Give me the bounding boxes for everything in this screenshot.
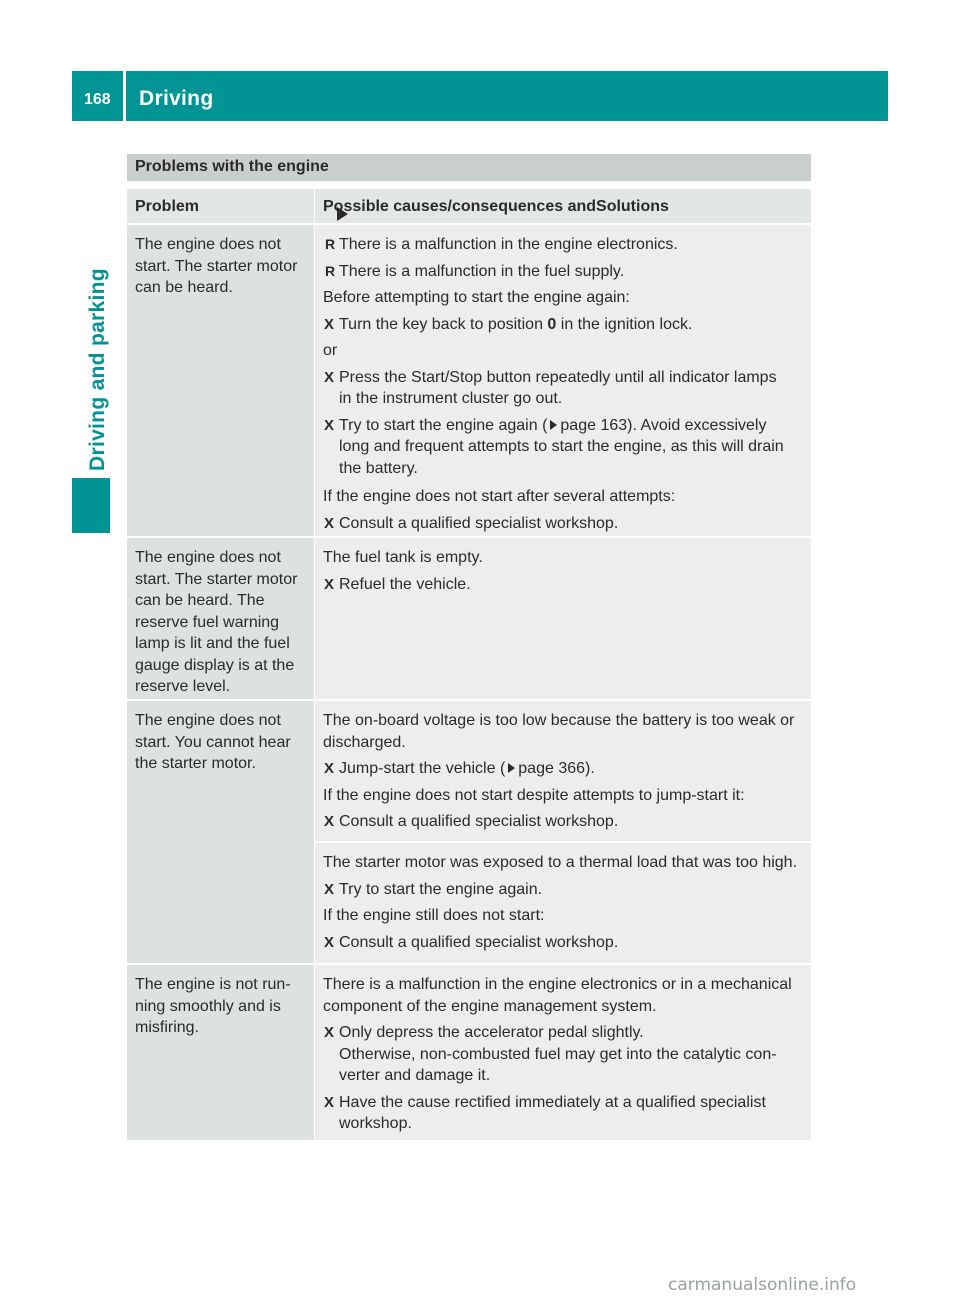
- row-4-solution: [315, 965, 811, 1140]
- page-ref-icon: [508, 763, 515, 773]
- row-1-solution: [315, 225, 811, 536]
- row-2-problem: The engine does not start. The starter motor can be heard. The reserve fuel warning lamp is lit and the fuel gauge display is at the reserve level.: [127, 538, 314, 699]
- note-text: If the engine does not start after several attempts:: [323, 488, 676, 505]
- cause-text: The starter motor was exposed to a thermal load that was too high.: [323, 854, 798, 871]
- solution-step: X Consult a qualified specialist workshop.: [323, 513, 805, 535]
- solution-step: X Press the Start/Stop button repeatedly until all indicator lamps in the instrument cluster go out.: [324, 368, 777, 407]
- cause-text: The fuel tank is empty.: [323, 549, 483, 566]
- row-3-solution-b: [315, 843, 811, 963]
- or-text: or: [323, 342, 338, 359]
- note-text: If the engine does not start despite attempts to jump-start it:: [323, 786, 745, 804]
- step-x-icon: X: [324, 416, 335, 434]
- watermark: carmanualsonline.info: [668, 1275, 857, 1295]
- chapter-title: Driving: [139, 87, 214, 110]
- solution-step: X Consult a qualified specialist workshop.: [323, 811, 805, 833]
- problem-text-line: start. The starter motor: [135, 257, 298, 275]
- intro-text: Before attempting to start the engine again:: [323, 289, 630, 306]
- table-title: Problems with the engine: [135, 158, 329, 175]
- solution-step: X Jump-start the vehicle ( page 366).: [323, 758, 805, 780]
- row-2-solution: [315, 538, 811, 699]
- bullet-r-icon: R: [325, 262, 336, 279]
- page-reference[interactable]: page 366).: [518, 760, 595, 777]
- problem-text-line: can be heard.: [135, 279, 233, 296]
- table-title-bar: [127, 154, 811, 181]
- column-header-solutions: [315, 189, 811, 223]
- step-x-icon: X: [324, 1024, 335, 1041]
- side-tab-marker: [72, 478, 110, 533]
- row-4-problem: The engine is not run- ning smoothly and is misfiring.: [127, 965, 314, 1140]
- column-header-solutions-label: Possible causes/consequences and: [323, 198, 597, 215]
- step-x-icon: X: [324, 760, 335, 777]
- step-x-icon: X: [324, 880, 335, 898]
- solution-step: X Turn the key back to position 0 in the ignition lock.: [323, 314, 805, 336]
- column-header-solutions-suffix: Solutions: [596, 198, 669, 215]
- solution-step: X Have the cause rectified immediately at a qualified specialist workshop.: [324, 1093, 766, 1132]
- step-x-icon: X: [324, 933, 335, 951]
- page-reference[interactable]: page 163). Avoid excessively: [560, 416, 767, 434]
- row-1-problem: [127, 225, 314, 536]
- ignition-position: 0: [547, 315, 557, 333]
- solution-step: X Try to start the engine again.: [323, 879, 805, 901]
- step-x-icon: X: [324, 368, 335, 386]
- cause-text: The on-board voltage is too low because the battery is too weak or discharged.: [323, 712, 795, 751]
- solution-step: X Try to start the engine again ( page 163). Avoid excessively long and frequent attempts to start the engine, as this will drain the battery.: [324, 416, 784, 477]
- row-3-problem: The engine does not start. You cannot hear the starter motor.: [127, 701, 314, 963]
- play-arrow-icon: [337, 207, 348, 221]
- step-x-icon: X: [324, 575, 335, 593]
- solution-step: X Consult a qualified specialist workshop.: [323, 932, 805, 954]
- step-x-icon: X: [324, 813, 335, 830]
- page-number: 168: [84, 91, 111, 108]
- cause-bullet: R There is a malfunction in the fuel supply.: [323, 261, 805, 283]
- bullet-r-icon: R: [325, 236, 336, 252]
- header-divider: [123, 71, 126, 121]
- solution-step: X Only depress the accelerator pedal slightly. Otherwise, non-combusted fuel may get into the catalytic con- verter and damage it.: [324, 1024, 777, 1084]
- solution-step: X Refuel the vehicle.: [323, 574, 805, 596]
- column-header-problem: [127, 189, 314, 223]
- row-3-solution-a: [315, 701, 811, 841]
- note-text: If the engine still does not start:: [323, 907, 545, 924]
- step-x-icon: X: [324, 514, 335, 532]
- cause-bullet: R There is a malfunction in the engine electronics.: [323, 234, 805, 256]
- side-chapter-label: Driving and parking: [86, 268, 109, 471]
- problem-text-line: The engine does not: [135, 236, 281, 253]
- page-ref-icon: [550, 420, 557, 430]
- step-x-icon: X: [324, 315, 335, 333]
- step-x-icon: X: [324, 1093, 335, 1111]
- column-header-problem-label: Problem: [135, 198, 200, 215]
- cause-text: There is a malfunction in the engine electronics or in a mechanical component of the engine management system.: [323, 976, 792, 1015]
